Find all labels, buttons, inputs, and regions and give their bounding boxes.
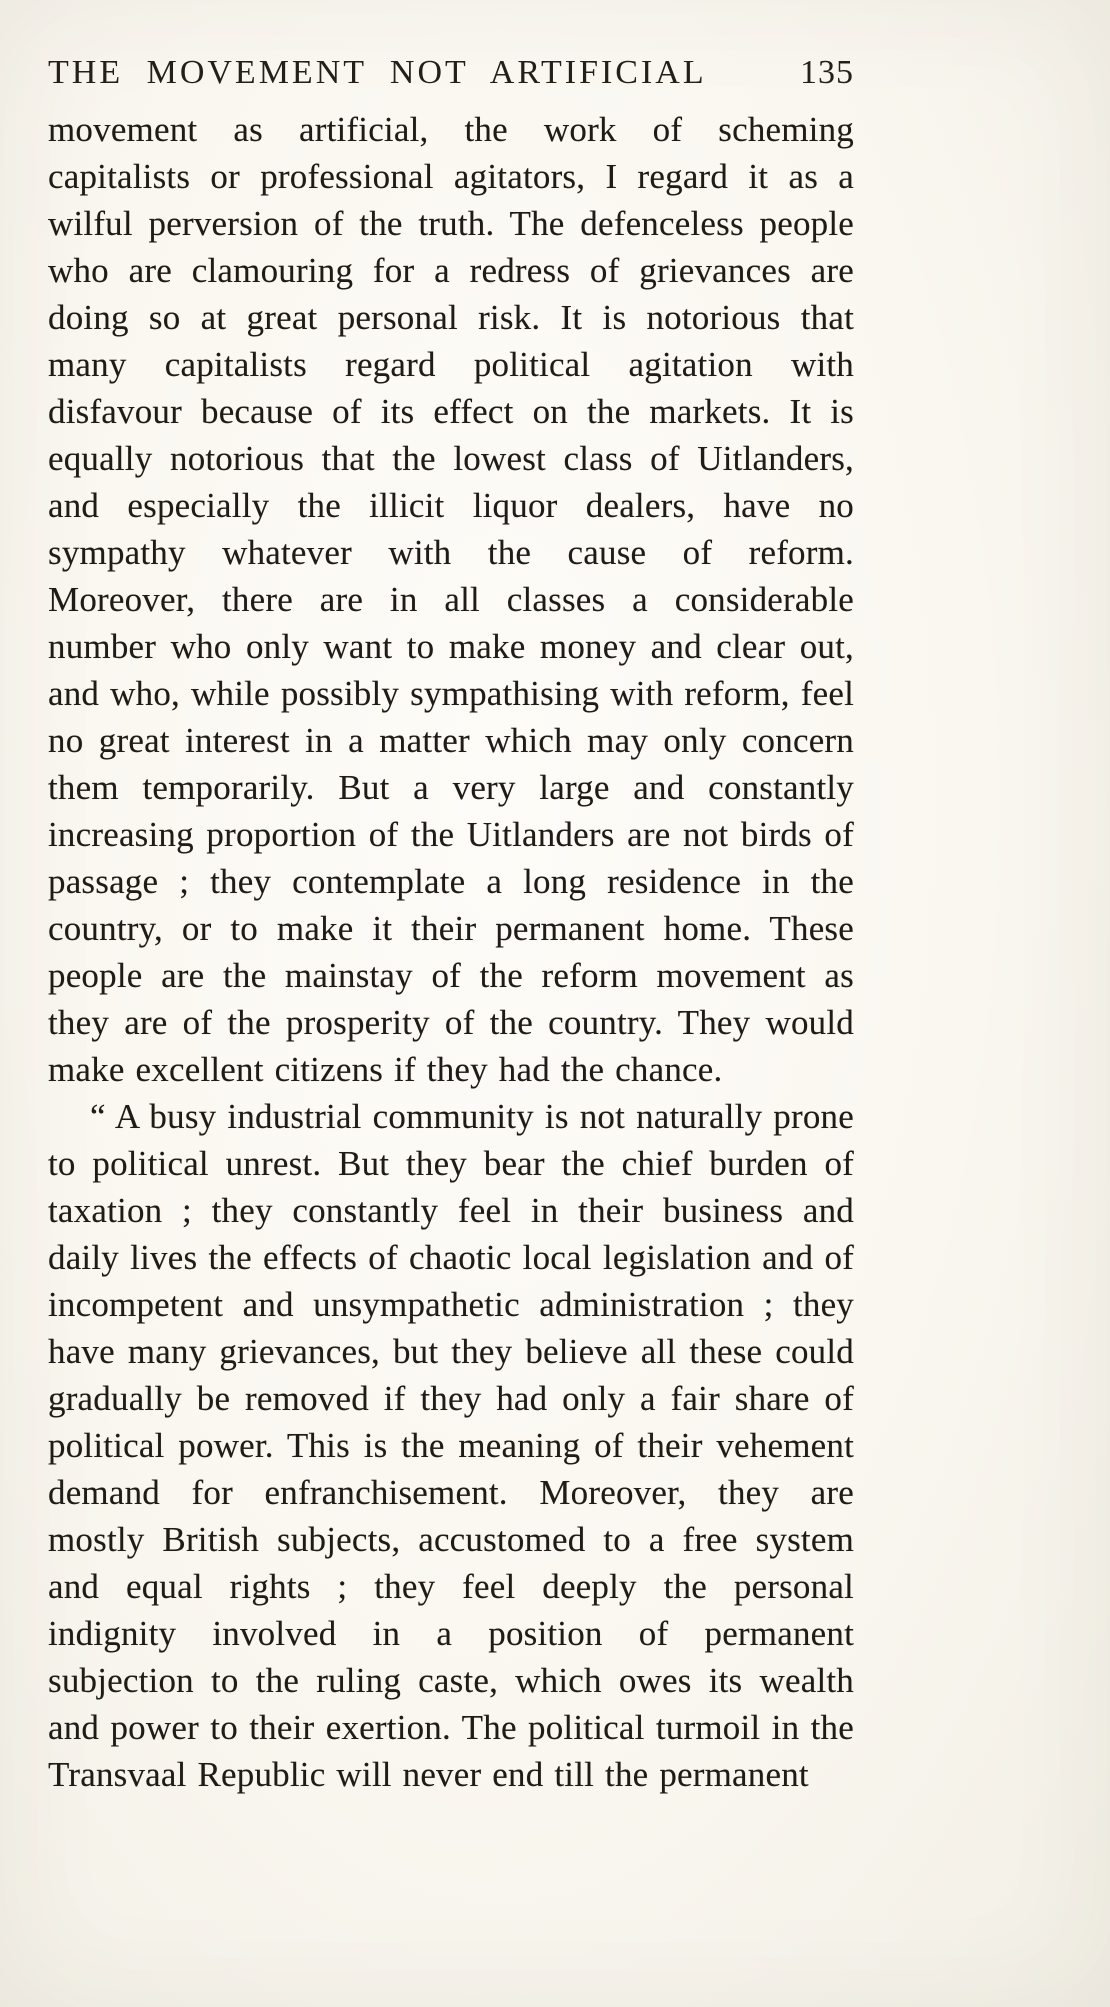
paragraph-2: “ A busy industrial community is not naturally prone to political unrest. But they bear the chief burden of taxation ; they constantly feel in their business and daily lives the effects of chaotic local legislation and of incompetent and unsympathetic administration ; they have many grievances, but they believe all these could gradually be removed if they had only a fair share of political power. This is the meaning of their vehement demand for enfranchisement. Moreover, they are mostly British subjects, accustomed to a free system and equal rights ; they feel deeply the personal indignity involved in a position of permanent subjection to the ruling caste, which owes its wealth and power to their exertion. The political turmoil in the Transvaal Republic will never end till the permanent — [48, 1097, 854, 1794]
body-text — [48, 106, 854, 1798]
running-header-title: THE MOVEMENT NOT ARTIFICIAL — [48, 54, 707, 91]
paragraph-1: movement as artificial, the work of scheming capitalists or professional agitators, I regard it as a wilful perversion of the truth. The defenceless people who are clamouring for a redress of grievances are doing so at great personal risk. It is notorious that many capitalists regard political agitation with disfavour because of its effect on the markets. It is equally notorious that the lowest class of Uitlanders, and especially the illicit liquor dealers, have no sympathy whatever with the cause of reform. Moreover, there are in all classes a considerable number who only want to make money and clear out, and who, while possibly sympathising with reform, feel no great interest in a matter which may only concern them temporarily. But a very large and constantly increasing proportion of the Uitlanders are not birds of passage ; they contemplate a long residence in the country, or to make it their permanent home. These people are the mainstay of the reform movement as they are of the prosperity of the country. They would make excellent citizens if they had the chance. — [48, 110, 854, 1089]
page-number: 135 — [800, 54, 854, 91]
running-header — [48, 54, 854, 92]
